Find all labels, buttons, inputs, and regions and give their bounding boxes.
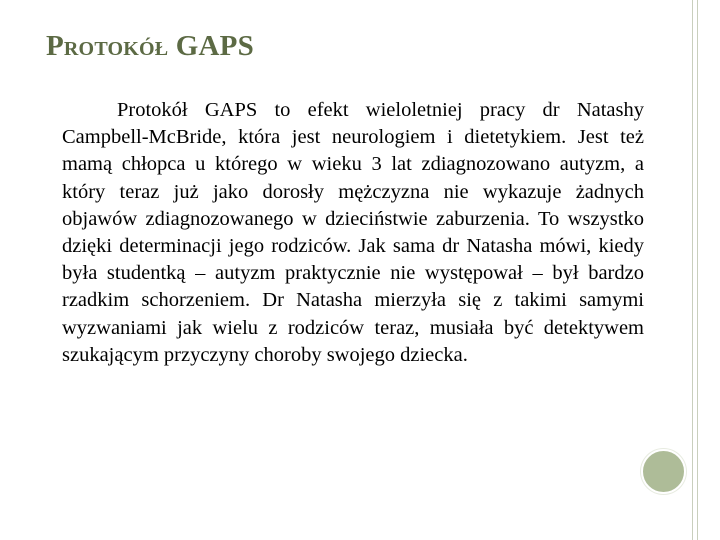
slide-title: Protokół GAPS [46,30,254,62]
right-border-rule [692,0,693,540]
body-paragraph: Protokół GAPS to efekt wieloletniej pracy dr Natashy Campbell-McBride, która jest neurologiem i dietetykiem. Jest też mamą chłopca u którego w wieku 3 lat zdiagnozowano autyzm, a który teraz już jako dorosły mężczyzna nie wykazuje żadnych objawów zdiagnozowanego w dzieciństwie zaburzenia. To wszystko dzięki determinacji jego rodziców. Jak sama dr Natasha mówi, kiedy była studentką – autyzm praktycznie nie występował – był bardzo rzadkim schorzeniem. Dr Natasha mierzyła się z takimi samymi wyzwaniami jak wielu z rodziców teraz, musiała być detektywem szukającym przyczyny choroby swojego dziecka. [62,99,644,366]
decorative-circle [641,449,686,494]
right-border-rule-inner [697,0,698,540]
